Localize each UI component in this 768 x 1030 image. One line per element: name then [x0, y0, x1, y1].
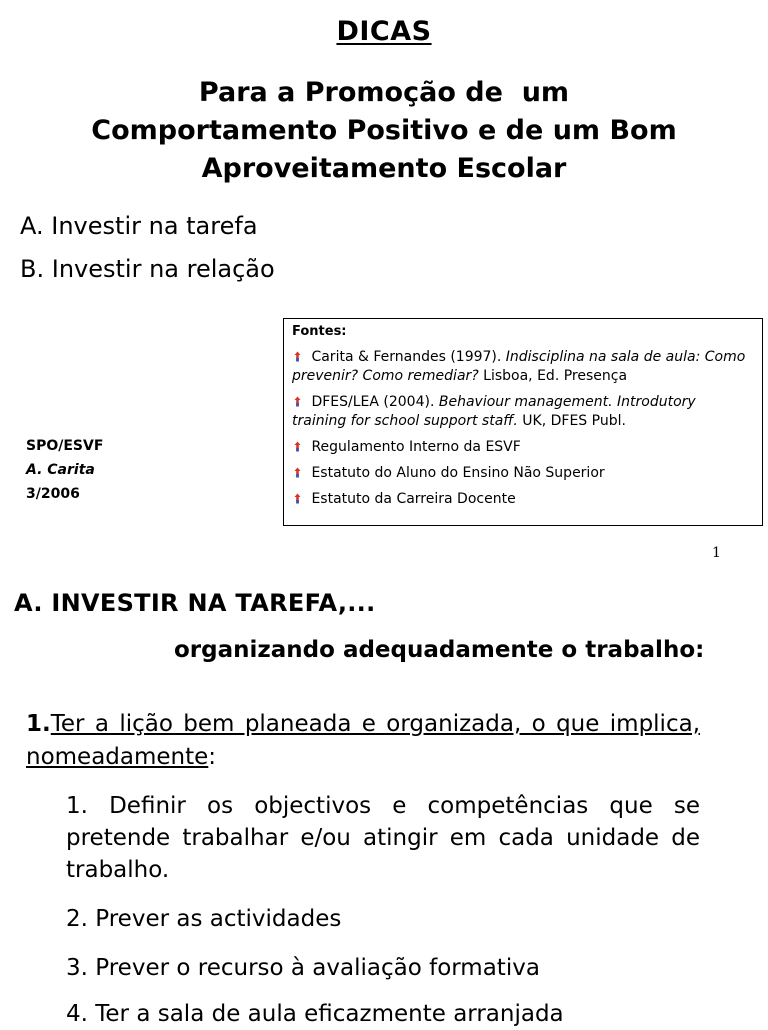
- topic-letter: B.: [20, 255, 45, 283]
- page-subtitle: [0, 74, 768, 188]
- bullet-arrow-icon: [292, 493, 303, 504]
- sub-item-text: Prever as actividades: [95, 906, 342, 932]
- source-text: DFES/LEA (2004).: [311, 394, 435, 410]
- source-entry: [292, 438, 754, 457]
- bullet-arrow-icon: [292, 396, 303, 407]
- point-1: [26, 708, 700, 774]
- topic-letter: A.: [20, 212, 44, 240]
- source-entry: [292, 393, 754, 431]
- source-text: Regulamento Interno da ESVF: [311, 439, 521, 455]
- author-date: 3/2006: [26, 486, 80, 502]
- sub-item: [66, 998, 700, 1030]
- topic-item-b: [20, 255, 275, 283]
- subtitle-line: Comportamento Positivo e de um Bom: [91, 115, 677, 146]
- source-publisher: UK, DFES Publ.: [522, 413, 626, 429]
- bullet-arrow-icon: [292, 467, 303, 478]
- point-text: Ter a lição bem planeada e organizada, o que implica, nomeadamente: [26, 711, 700, 770]
- topic-text: Investir na tarefa: [51, 212, 258, 240]
- sub-item-number: 4.: [66, 1001, 88, 1027]
- page-title: DICAS: [336, 16, 432, 47]
- sub-item: [66, 790, 700, 886]
- source-text: Estatuto da Carreira Docente: [311, 491, 516, 507]
- source-title-italic: Indisciplina na sala de aula: Como prevenir? Como remediar?: [292, 349, 746, 384]
- section-subtitle: organizando adequadamente o trabalho:: [174, 637, 705, 663]
- subtitle-line: Aproveitamento Escolar: [201, 153, 567, 184]
- source-text: Carita & Fernandes (1997).: [311, 349, 502, 365]
- source-title-italic: Behaviour management. Introdutory training for school support staff.: [292, 394, 696, 429]
- sub-item: [66, 903, 700, 935]
- source-entry: [292, 464, 754, 483]
- sub-item-text: Ter a sala de aula eficazmente arranjada: [95, 1001, 564, 1027]
- topic-item-a: [20, 212, 258, 240]
- author-name: A. Carita: [26, 462, 95, 478]
- sources-title: Fontes:: [292, 324, 347, 339]
- point-number: 1.: [26, 711, 51, 737]
- source-publisher: Lisboa, Ed. Presença: [483, 368, 628, 384]
- sub-item-number: 1.: [66, 793, 88, 819]
- sub-item-text: Definir os objectivos e competências que se pretende trabalhar e/ou atingir em cada unidade de trabalho.: [66, 793, 701, 883]
- sources-box: [283, 318, 763, 526]
- bullet-arrow-icon: [292, 441, 303, 452]
- source-entry: [292, 490, 754, 509]
- sub-item: [66, 952, 700, 984]
- section-title: A. INVESTIR NA TAREFA,...: [14, 589, 376, 617]
- source-text: Estatuto do Aluno do Ensino Não Superior: [311, 465, 605, 481]
- point-suffix: :: [208, 744, 217, 770]
- source-entry: [292, 348, 754, 386]
- bullet-arrow-icon: [292, 351, 303, 362]
- author-block: [26, 434, 103, 506]
- topic-text: Investir na relação: [51, 255, 275, 283]
- sub-item-number: 3.: [66, 955, 88, 981]
- sub-item-number: 2.: [66, 906, 88, 932]
- sub-item-text: Prever o recurso à avaliação formativa: [95, 955, 540, 981]
- author-org: SPO/ESVF: [26, 438, 104, 454]
- subtitle-line: Para a Promoção de um: [198, 77, 570, 108]
- page-number: 1: [712, 545, 721, 561]
